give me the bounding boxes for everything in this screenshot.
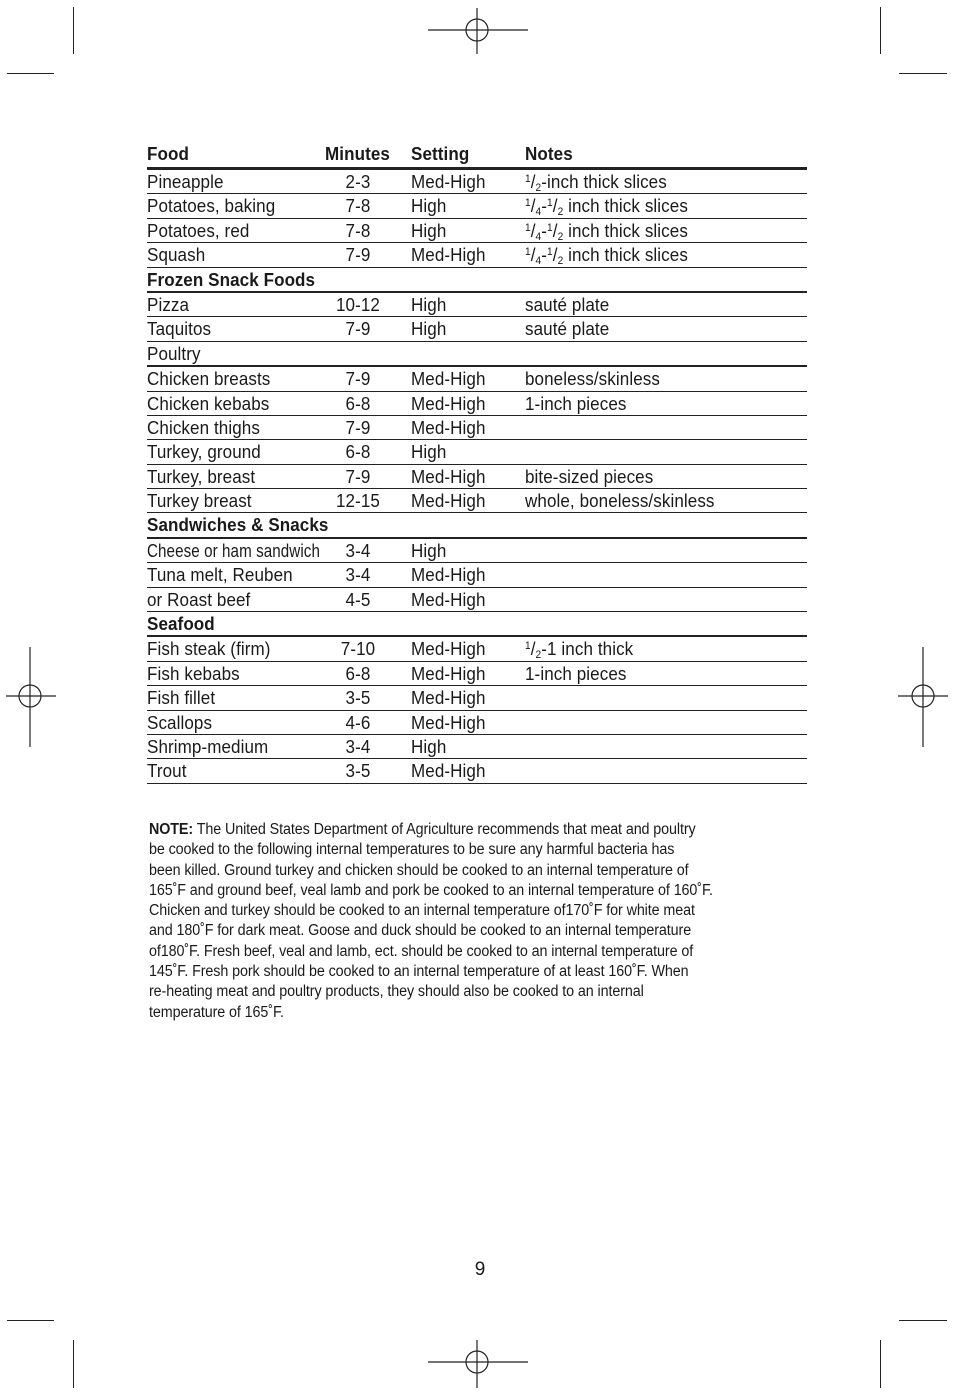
food-cell: Pineapple [147,171,224,192]
setting-cell: High [411,735,447,757]
minutes-cell: 7-9 [345,368,371,390]
food-cell: Chicken kebabs [147,392,270,414]
table-row [147,219,807,243]
table-row [147,243,807,267]
setting-cell: Med-High [411,171,486,192]
table-row [147,416,807,440]
notes-cell: 1-inch pieces [525,662,627,684]
food-cell: Sandwiches & Snacks [147,514,329,536]
minutes-cell: 7-9 [345,416,371,438]
minutes-cell: 7-9 [345,318,371,340]
table-row [147,392,807,416]
setting-cell: Med-High [411,564,486,586]
minutes-cell: 2-3 [345,171,371,192]
notes-cell: $^1/_2$-inch thick slices [525,171,667,194]
note-line: Chicken and turkey should be cooked to an internal temperature of170˚F for white meat [149,902,695,920]
usda-note [149,820,809,1023]
minutes-cell: 4-6 [345,711,371,733]
table-row [147,539,807,563]
note-line: of180˚F. Fresh beef, veal and lamb, ect. should be cooked to an internal temperature of [149,942,694,960]
setting-cell: Med-High [411,760,486,782]
food-cell: Fish steak (firm) [147,638,271,660]
registration-mark-bottom [428,1338,528,1388]
page-number: 9 [474,1259,486,1280]
notes-cell: $^1/_4-^1/_2$ inch thick slices [525,219,688,243]
food-cell: Squash [147,244,206,266]
food-cell: Cheese or ham sandwich [147,539,320,561]
table-row [147,293,807,317]
food-cell: Pizza [147,293,190,315]
food-cell: Fish kebabs [147,662,240,684]
setting-cell: Med-High [411,662,486,684]
minutes-cell: 12-15 [335,490,380,512]
setting-cell: Med-High [411,392,486,414]
food-cell: Seafood [147,613,215,635]
section-heading-row [147,342,807,367]
table-row [147,317,807,341]
table-row [147,489,807,513]
notes-cell: $^1/_2-1$ inch thick [525,638,634,662]
setting-cell: Med-High [411,465,486,487]
table-row [147,637,807,661]
setting-cell: Med-High [411,368,486,390]
notes-cell: sauté plate [525,293,610,315]
minutes-cell: 7-9 [345,465,371,487]
setting-cell: High [411,441,447,463]
notes-cell: $^1/_4-^1/_2$ inch thick slices [525,244,688,268]
notes-cell: boneless/skinless [525,368,660,390]
setting-cell: High [411,195,447,217]
table-row [147,170,807,194]
table-row [147,735,807,759]
food-cell: Shrimp-medium [147,735,269,757]
minutes-cell: 7-9 [345,244,371,266]
note-line: and 180˚F for dark meat. Goose and duck should be cooked to an internal temperature [149,922,692,940]
setting-cell: High [411,293,447,315]
setting-cell: High [411,219,447,241]
table-row [147,588,807,612]
food-cell: Potatoes, red [147,219,250,241]
table-row [147,686,807,710]
cooking-time-table [147,142,807,784]
note-line: be cooked to the following internal temperatures to be sure any harmful bacteria has [149,841,675,859]
note-label: NOTE: [149,821,194,838]
minutes-cell: 3-5 [345,760,371,782]
table-row [147,711,807,735]
minutes-cell: 7-10 [340,638,376,660]
food-cell: Trout [147,760,187,782]
setting-cell: High [411,318,447,340]
food-cell: Taquitos [147,318,212,340]
food-cell: Turkey, breast [147,465,256,487]
minutes-cell: 3-4 [345,735,371,757]
note-line: 165˚F and ground beef, veal lamb and pork be cooked to an internal temperature of 160˚F. [149,881,713,899]
table-row [147,194,807,218]
notes-cell: whole, boneless/skinless [525,490,715,512]
minutes-cell: 4-5 [345,588,371,610]
setting-cell: Med-High [411,588,486,610]
table-body [147,170,807,784]
section-heading-row [147,513,807,538]
setting-cell: Med-High [411,244,486,266]
food-cell: Turkey breast [147,490,252,512]
notes-cell: bite-sized pieces [525,465,654,487]
notes-cell: sauté plate [525,318,610,340]
minutes-cell: 7-8 [345,219,371,241]
minutes-cell: 10-12 [335,293,380,315]
note-line: re-heating meat and poultry products, they should also be cooked to an internal [149,983,644,1001]
minutes-cell: 6-8 [345,662,371,684]
registration-mark-top [428,8,528,58]
registration-mark-left [6,647,56,747]
minutes-cell: 3-5 [345,687,371,709]
food-cell: or Roast beef [147,588,251,610]
minutes-cell: 6-8 [345,392,371,414]
food-cell: Potatoes, baking [147,195,276,217]
section-heading-row [147,612,807,637]
food-cell: Chicken thighs [147,416,260,438]
setting-cell: Med-High [411,416,486,438]
table-header [147,142,807,170]
registration-mark-right [898,647,948,747]
table-row [147,367,807,391]
food-cell: Scallops [147,711,213,733]
minutes-cell: 6-8 [345,441,371,463]
setting-cell: Med-High [411,687,486,709]
table-row [147,440,807,464]
header-food: Food [147,143,189,164]
food-cell: Fish fillet [147,687,216,709]
note-line: been killed. Ground turkey and chicken should be cooked to an internal temperature of [149,861,689,879]
food-cell: Chicken breasts [147,368,271,390]
table-row [147,465,807,489]
setting-cell: Med-High [411,711,486,733]
section-heading-row [147,268,807,293]
table-row [147,563,807,587]
table-row [147,759,807,783]
note-line: 145˚F. Fresh pork should be cooked to an internal temperature of at least 160˚F. When [149,963,689,981]
header-minutes: Minutes [325,143,390,164]
header-notes: Notes [525,143,573,164]
food-cell: Frozen Snack Foods [147,268,316,290]
setting-cell: Med-High [411,490,486,512]
setting-cell: High [411,539,447,561]
minutes-cell: 3-4 [345,564,371,586]
minutes-cell: 7-8 [345,195,371,217]
note-line: temperature of 165˚F. [149,1003,284,1021]
food-cell: Turkey, ground [147,441,261,463]
setting-cell: Med-High [411,638,486,660]
header-setting: Setting [411,143,470,164]
food-cell: Tuna melt, Reuben [147,564,293,586]
minutes-cell: 3-4 [345,539,371,561]
note-line: NOTE: The United States Department of Agriculture recommends that meat and poultry [149,821,696,838]
food-cell: Poultry [147,342,201,364]
table-row [147,662,807,686]
notes-cell: 1-inch pieces [525,392,627,414]
notes-cell: $^1/_4-^1/_2$ inch thick slices [525,195,688,219]
